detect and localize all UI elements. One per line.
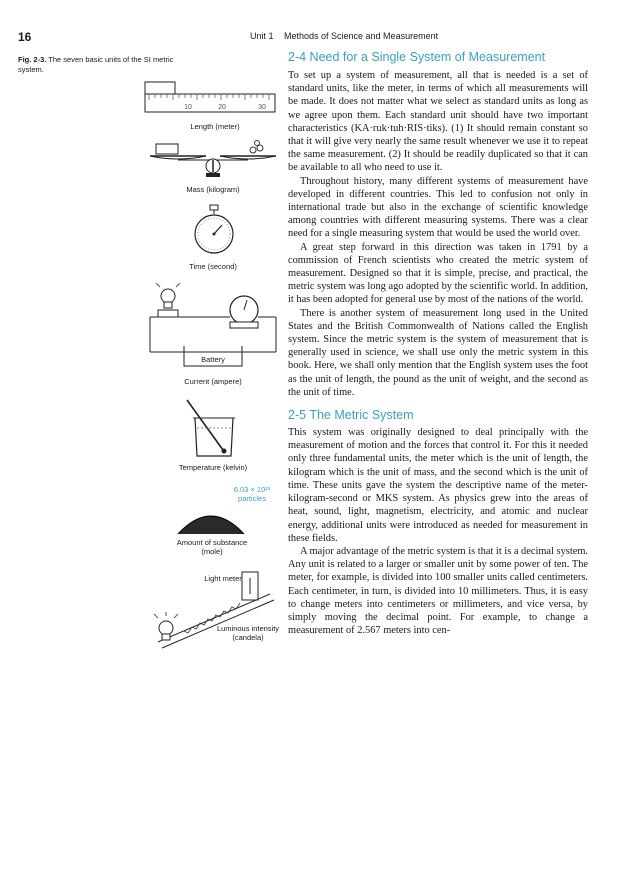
mass-label: Mass (kilogram): [186, 185, 240, 194]
temperature-label: Temperature (kelvin): [178, 463, 248, 472]
section-heading-2-4: 2-4 Need for a Single System of Measurement: [288, 50, 546, 64]
figure-number: Fig. 2-3.: [18, 55, 47, 64]
light-meter-label: Light meter: [204, 574, 242, 583]
beaker-thermometer-illustration: [183, 396, 243, 458]
stopwatch-illustration: [192, 203, 236, 257]
paragraph: There is another system of measurement long used in the United States and the British Commonwealth of Nations called the English system. Since the metric system is the system of measurement that is generally used in science, we shall use only the metric system in this book. Here, we shall only mention that the English system uses the foot as the unit of length, the pound as the unit of weight, and the second as the unit of time.: [288, 307, 588, 398]
length-label: Length (meter): [190, 122, 240, 131]
luminous-label-line1: Luminous intensity: [216, 624, 280, 633]
amount-label-line1: Amount of substance: [176, 538, 248, 547]
main-text-column: [288, 50, 588, 637]
balance-scale-illustration: [148, 138, 278, 183]
figure-caption-text: The seven basic units of the SI metric system.: [18, 55, 174, 74]
chapter-title: Methods of Science and Measurement: [284, 31, 439, 41]
section-heading-2-5: 2-5 The Metric System: [288, 408, 414, 423]
paragraph: A great step forward in this direction was taken in 1791 by a commission of French scientists who created the metric system of measurement. Designed so that it is simple, precise, and practical, the metric system was long ago adopted by the scientific world. In addition, it has been adopted for general use by most of the nations of the world.: [288, 241, 588, 306]
particles-word: particles: [238, 494, 266, 503]
paragraph: To set up a system of measurement, all that is needed is a set of standard units, like the meter, in terms of which all measurements will be made. It does not matter what we select as standard units as long as we agree upon them. Each standard unit should have two important characteristics (KA·ruk·tuh·RIS·tiks). (1) It should remain constant so that it will give very nearly the same result whenever we use it to repeat the same measurement. (2) It should be readily duplicated so that it can be available to all who need to use it.: [288, 70, 588, 174]
ruler-tick-30: 30: [258, 104, 266, 111]
ruler-tick-10: 10: [184, 104, 192, 111]
paragraph: This system was originally designed to deal principally with the measurement of motion and the forces that control it. For this it needed only three fundamental units, the meter which is the unit of length, the kilogram which is the unit of mass, and the second which is the unit of time. These units gave the system the descriptive name of the meter-kilogram-second or MKS system. As physics grew into the areas of heat, sound, light, magnetism, electricity, and atomic and nuclear energy, additional units were introduced as needed for measurement in these fields.: [288, 427, 588, 544]
amount-label-line2: (mole): [201, 547, 223, 556]
ruler-tick-20: 20: [218, 104, 226, 111]
particles-number: 6.03 × 10²³: [233, 485, 271, 494]
figure-caption: [18, 55, 178, 75]
battery-label: Battery: [201, 355, 225, 364]
running-header: [18, 30, 618, 46]
paragraph: Throughout history, many different systems of measurement have developed in different countries. This led to confusion not only in international trade but also in the exchange of scientific knowledge among countries with different measuring systems. There was a clear need for a single measuring system that would be used the world over.: [288, 175, 588, 240]
ruler-illustration: [143, 80, 278, 120]
current-label: Current (ampere): [184, 377, 242, 386]
particle-pile-illustration: [176, 502, 246, 536]
page-number: 16: [18, 30, 32, 44]
time-label: Time (second): [189, 262, 237, 271]
luminous-label-line2: (candela): [232, 633, 264, 642]
paragraph: A major advantage of the metric system is that it is a decimal system. Any unit is related to a larger or smaller unit by some power of ten. The meter, for example, is divided into 100 smaller units called centimeters. Each centimeter, in turn, is divided into 10 millimeters. Thus, it is easy to change meters into centimeters or millimeters, and vice versa, by simply moving the decimal point. For example, to change a measurement of 2.567 meters into cen-: [288, 545, 588, 637]
unit-label: Unit 1: [250, 31, 274, 41]
